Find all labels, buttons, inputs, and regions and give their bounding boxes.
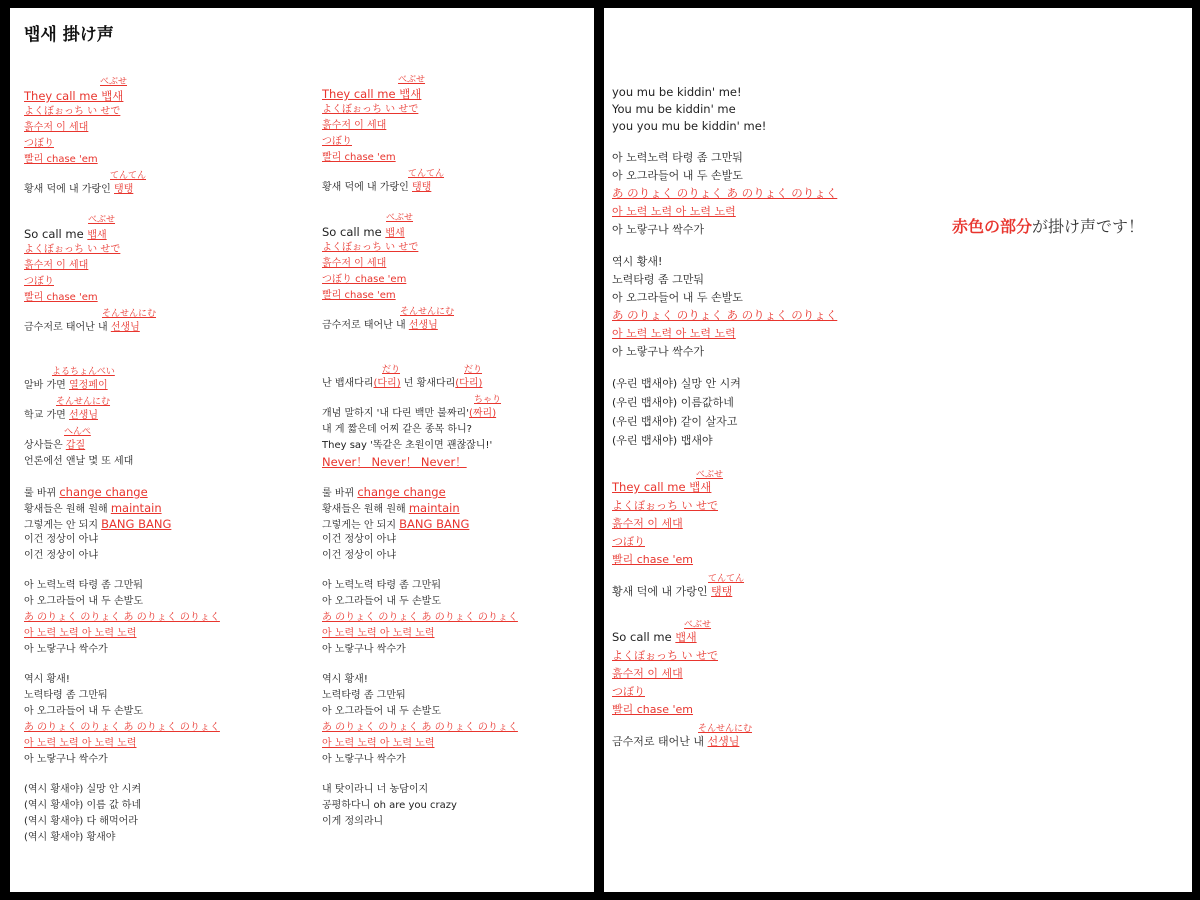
furigana: へんぺ — [64, 427, 91, 437]
lyric-line: 언론에선 앤날 몇 또 세대 — [24, 456, 134, 467]
lyric-line: 아 노력 노력 아 노력 노력 — [24, 628, 137, 639]
lyric-callout: BANG BANG — [101, 517, 172, 531]
lyrics-page-2 — [604, 8, 1192, 892]
lyric-line: 알바 가면 — [24, 380, 69, 391]
lyric-line: 이건 정상이 아냐 — [24, 550, 98, 561]
lyric-line: あ のりょく のりょく あ のりょく のりょく — [322, 722, 518, 733]
lyric-callout: change change — [357, 485, 446, 499]
furigana: べぶせ — [684, 620, 712, 630]
lyric-line: あ のりょく のりょく あ のりょく のりょく — [322, 612, 518, 623]
lyric-line: They call me 뱁새 — [24, 89, 124, 103]
furigana: てんてん — [708, 574, 745, 584]
lyric-line: 아 오그라들어 내 두 손발도 — [24, 596, 143, 607]
lyric-line: 역시 황새! — [322, 674, 368, 685]
lyric-line: you mu be kiddin' me! — [612, 85, 742, 99]
lyric-line: 흙수저 이 세대 — [612, 517, 683, 530]
lyric-line: Never！ Never！ Never！ — [322, 455, 467, 469]
lyric-line: 아 오그라들어 내 두 손발도 — [612, 169, 743, 182]
legend-note — [952, 214, 1144, 237]
lyric-line: 이게 정의라니 — [322, 816, 384, 827]
lyric-line: you you mu be kiddin' me! — [612, 119, 767, 133]
lyric-line: 그렇게는 안 되지 — [322, 520, 400, 531]
lyric-line: 아 노력노력 타령 좀 그만둬 — [24, 580, 143, 591]
lyric-line: 룰 바뀌 — [24, 488, 60, 499]
lyric-callout: 탱탱 — [114, 184, 134, 195]
lyric-line: They say '똑같은 초원이면 괜찮잖니!' — [322, 440, 493, 451]
lyric-line: 내 게 짧은데 어찌 같은 종목 하니? — [322, 424, 472, 435]
furigana: てんてん — [110, 171, 147, 181]
lyric-line: 노력타령 좀 그만둬 — [612, 273, 705, 286]
lyric-line: 흙수저 이 세대 — [322, 120, 387, 131]
lyrics-column-right — [322, 72, 518, 830]
lyric-line: 빨리 chase 'em — [322, 152, 396, 163]
lyric-line: 아 오그라들어 내 두 손발도 — [24, 706, 143, 717]
furigana: べぶせ — [100, 77, 128, 87]
lyric-line: 아 노력노력 타령 좀 그만둬 — [612, 151, 743, 164]
lyric-line: 황새 덕에 내 가랑인 — [24, 184, 114, 195]
lyric-callout: 선생님 — [408, 320, 438, 331]
lyric-line: 황새들은 원해 원해 — [322, 504, 409, 515]
lyric-callout: maintain — [110, 501, 162, 515]
lyrics-column-left — [24, 74, 220, 846]
lyric-line: 넌 황새다리 — [400, 378, 456, 389]
lyric-line: 노력타령 좀 그만둬 — [322, 690, 406, 701]
lyric-line: 룰 바뀌 — [322, 488, 358, 499]
furigana: べぶせ — [696, 470, 724, 480]
furigana: べぶせ — [88, 215, 116, 225]
legend-highlight: 赤色の部分 — [952, 217, 1033, 236]
lyric-line: 아 노랗구나 싹수가 — [322, 754, 406, 765]
lyric-line: 아 오그라들어 내 두 손발도 — [322, 596, 441, 607]
lyric-line: You mu be kiddin' me — [612, 102, 736, 116]
lyric-line: They call me 뱁새 — [612, 480, 712, 494]
lyric-line: So call me — [24, 227, 88, 241]
lyric-line: (역시 황새야) 실망 안 시켜 — [24, 784, 142, 795]
furigana: べぶせ — [386, 213, 414, 223]
lyric-callout: (다리) — [455, 378, 483, 389]
furigana: だり — [464, 365, 483, 375]
lyric-line: 아 오그라들어 내 두 손발도 — [322, 706, 441, 717]
lyric-line: 아 노력노력 타령 좀 그만둬 — [322, 580, 441, 591]
lyric-line: 아 노력 노력 아 노력 노력 — [322, 738, 435, 749]
lyric-line: よくぼぉっち い せで — [24, 244, 121, 255]
lyric-line: 이건 정상이 아냐 — [322, 534, 396, 545]
lyric-callout: (짜리) — [468, 408, 497, 419]
lyric-callout: 뱁새 — [385, 228, 405, 239]
lyric-line: 아 노랗구나 싹수가 — [24, 644, 108, 655]
lyric-line: 빨리 chase 'em — [612, 703, 694, 716]
furigana: そんせんにむ — [698, 724, 753, 734]
lyric-line: 금수저로 태어난 내 — [322, 320, 409, 331]
lyric-line: よくぼぉっち い せで — [612, 499, 718, 512]
lyric-line: 아 노랗구나 싹수가 — [612, 345, 705, 358]
furigana: だり — [382, 365, 401, 375]
lyric-line: 황새들은 원해 원해 — [24, 504, 111, 515]
furigana: そんせんにむ — [56, 397, 111, 407]
lyric-line: 내 탓이라니 너 농담이지 — [322, 784, 429, 795]
lyric-line: 아 노력 노력 아 노력 노력 — [612, 327, 736, 340]
legend-text: が掛け声です！ — [1032, 217, 1145, 236]
lyric-line: (우린 뱁새야) 뱁새야 — [612, 434, 713, 447]
lyric-line: よくぼぉっち い せで — [612, 649, 718, 662]
lyric-line: つぼり — [322, 136, 352, 147]
lyric-callout: 탱탱 — [412, 182, 432, 193]
lyric-callout: 선생님 — [707, 735, 740, 748]
furigana: よるちょんべい — [52, 367, 115, 377]
lyric-line: 역시 황새! — [612, 255, 663, 268]
lyric-callout: maintain — [408, 501, 460, 515]
lyric-line: つぼり — [24, 138, 54, 149]
furigana: ちゃり — [474, 395, 502, 405]
lyric-line: (역시 황새야) 이름 값 하네 — [24, 800, 142, 811]
lyric-line: 학교 가면 — [24, 410, 69, 421]
lyric-line: 금수저로 태어난 내 — [612, 735, 708, 748]
lyric-line: (우린 뱁새야) 이름값하네 — [612, 396, 734, 409]
lyric-line: 상사들은 — [24, 440, 66, 451]
lyric-line: 빨리 chase 'em — [24, 154, 98, 165]
lyric-line: よくぼぉっち い せで — [24, 106, 121, 117]
lyric-line: あ のりょく のりょく あ のりょく のりょく — [612, 308, 838, 322]
lyric-line: 흙수저 이 세대 — [24, 260, 89, 271]
lyric-line: 역시 황새! — [24, 674, 70, 685]
lyric-line: あ のりょく のりょく あ のりょく のりょく — [24, 612, 220, 623]
lyric-line: つぼり — [612, 535, 645, 548]
lyric-line: They call me 뱁새 — [322, 87, 422, 101]
page-title: 뱁새 掛け声 — [24, 25, 114, 45]
lyric-line: So call me — [612, 630, 676, 644]
furigana: てんてん — [408, 169, 445, 179]
lyric-line: 이건 정상이 아냐 — [322, 550, 396, 561]
lyric-line: (역시 황새야) 황새야 — [24, 832, 116, 843]
lyric-callout: 탱탱 — [711, 585, 733, 598]
lyric-line: (우린 뱁새야) 실망 안 시켜 — [612, 377, 741, 390]
lyric-line: あ のりょく のりょく あ のりょく のりょく — [24, 722, 220, 733]
lyric-callout: change change — [59, 485, 148, 499]
lyric-callout: 열정페이 — [69, 380, 108, 391]
lyric-callout: BANG BANG — [399, 517, 470, 531]
lyric-line: (우린 뱁새야) 같이 살자고 — [612, 415, 738, 428]
lyrics-page-1 — [10, 8, 594, 892]
lyric-line: 난 뱁새다리 — [322, 378, 374, 389]
lyric-line: あ のりょく のりょく あ のりょく のりょく — [612, 186, 838, 200]
lyric-line: 그렇게는 안 되지 — [24, 520, 102, 531]
lyric-line: 공평하다니 oh are you crazy — [322, 800, 457, 811]
lyric-callout: 뱁새 — [675, 631, 697, 644]
lyric-line: 황새 덕에 내 가랑인 — [612, 585, 711, 598]
furigana: べぶせ — [398, 75, 426, 85]
furigana: そんせんにむ — [102, 309, 157, 319]
lyric-line: 이건 정상이 아냐 — [24, 534, 98, 545]
lyric-line: 개념 말하지 '내 다린 백만 불짜리' — [322, 408, 469, 419]
lyric-line: 아 오그라들어 내 두 손발도 — [612, 291, 743, 304]
furigana: そんせんにむ — [400, 307, 455, 317]
lyric-line: よくぼぉっち い せで — [322, 104, 419, 115]
lyric-line: 빨리 chase 'em — [612, 553, 694, 566]
lyric-line: つぼり — [24, 276, 54, 287]
lyric-callout: 선생님 — [110, 322, 140, 333]
lyric-callout: (다리) — [373, 378, 401, 389]
lyric-line: つぼり chase 'em — [322, 274, 407, 285]
lyric-line: 빨리 chase 'em — [322, 290, 396, 301]
lyric-line: 흙수저 이 세대 — [612, 667, 683, 680]
lyric-line: 아 노력 노력 아 노력 노력 — [24, 738, 137, 749]
lyric-line: つぼり — [612, 685, 645, 698]
lyric-line: 황새 덕에 내 가랑인 — [322, 182, 412, 193]
lyrics-column-page2 — [612, 84, 837, 751]
lyric-line: 빨리 chase 'em — [24, 292, 98, 303]
lyric-line: 아 노력 노력 아 노력 노력 — [612, 205, 736, 218]
lyric-line: 금수저로 태어난 내 — [24, 322, 111, 333]
lyric-callout: 선생님 — [69, 410, 98, 421]
lyric-line: よくぼぉっち い せで — [322, 242, 419, 253]
lyric-line: (역시 황새야) 다 해먹어라 — [24, 816, 138, 827]
lyric-line: 아 노랗구나 싹수가 — [322, 644, 406, 655]
lyric-callout: 뱁새 — [87, 230, 107, 241]
lyric-line: So call me — [322, 225, 386, 239]
lyric-line: 노력타령 좀 그만둬 — [24, 690, 108, 701]
lyric-callout: 갑질 — [65, 440, 86, 451]
lyric-line: 흙수저 이 세대 — [322, 258, 387, 269]
lyric-line: 아 노랗구나 싹수가 — [612, 223, 705, 236]
lyric-line: 아 노랗구나 싹수가 — [24, 754, 108, 765]
lyric-line: 흙수저 이 세대 — [24, 122, 89, 133]
lyric-line: 아 노력 노력 아 노력 노력 — [322, 628, 435, 639]
